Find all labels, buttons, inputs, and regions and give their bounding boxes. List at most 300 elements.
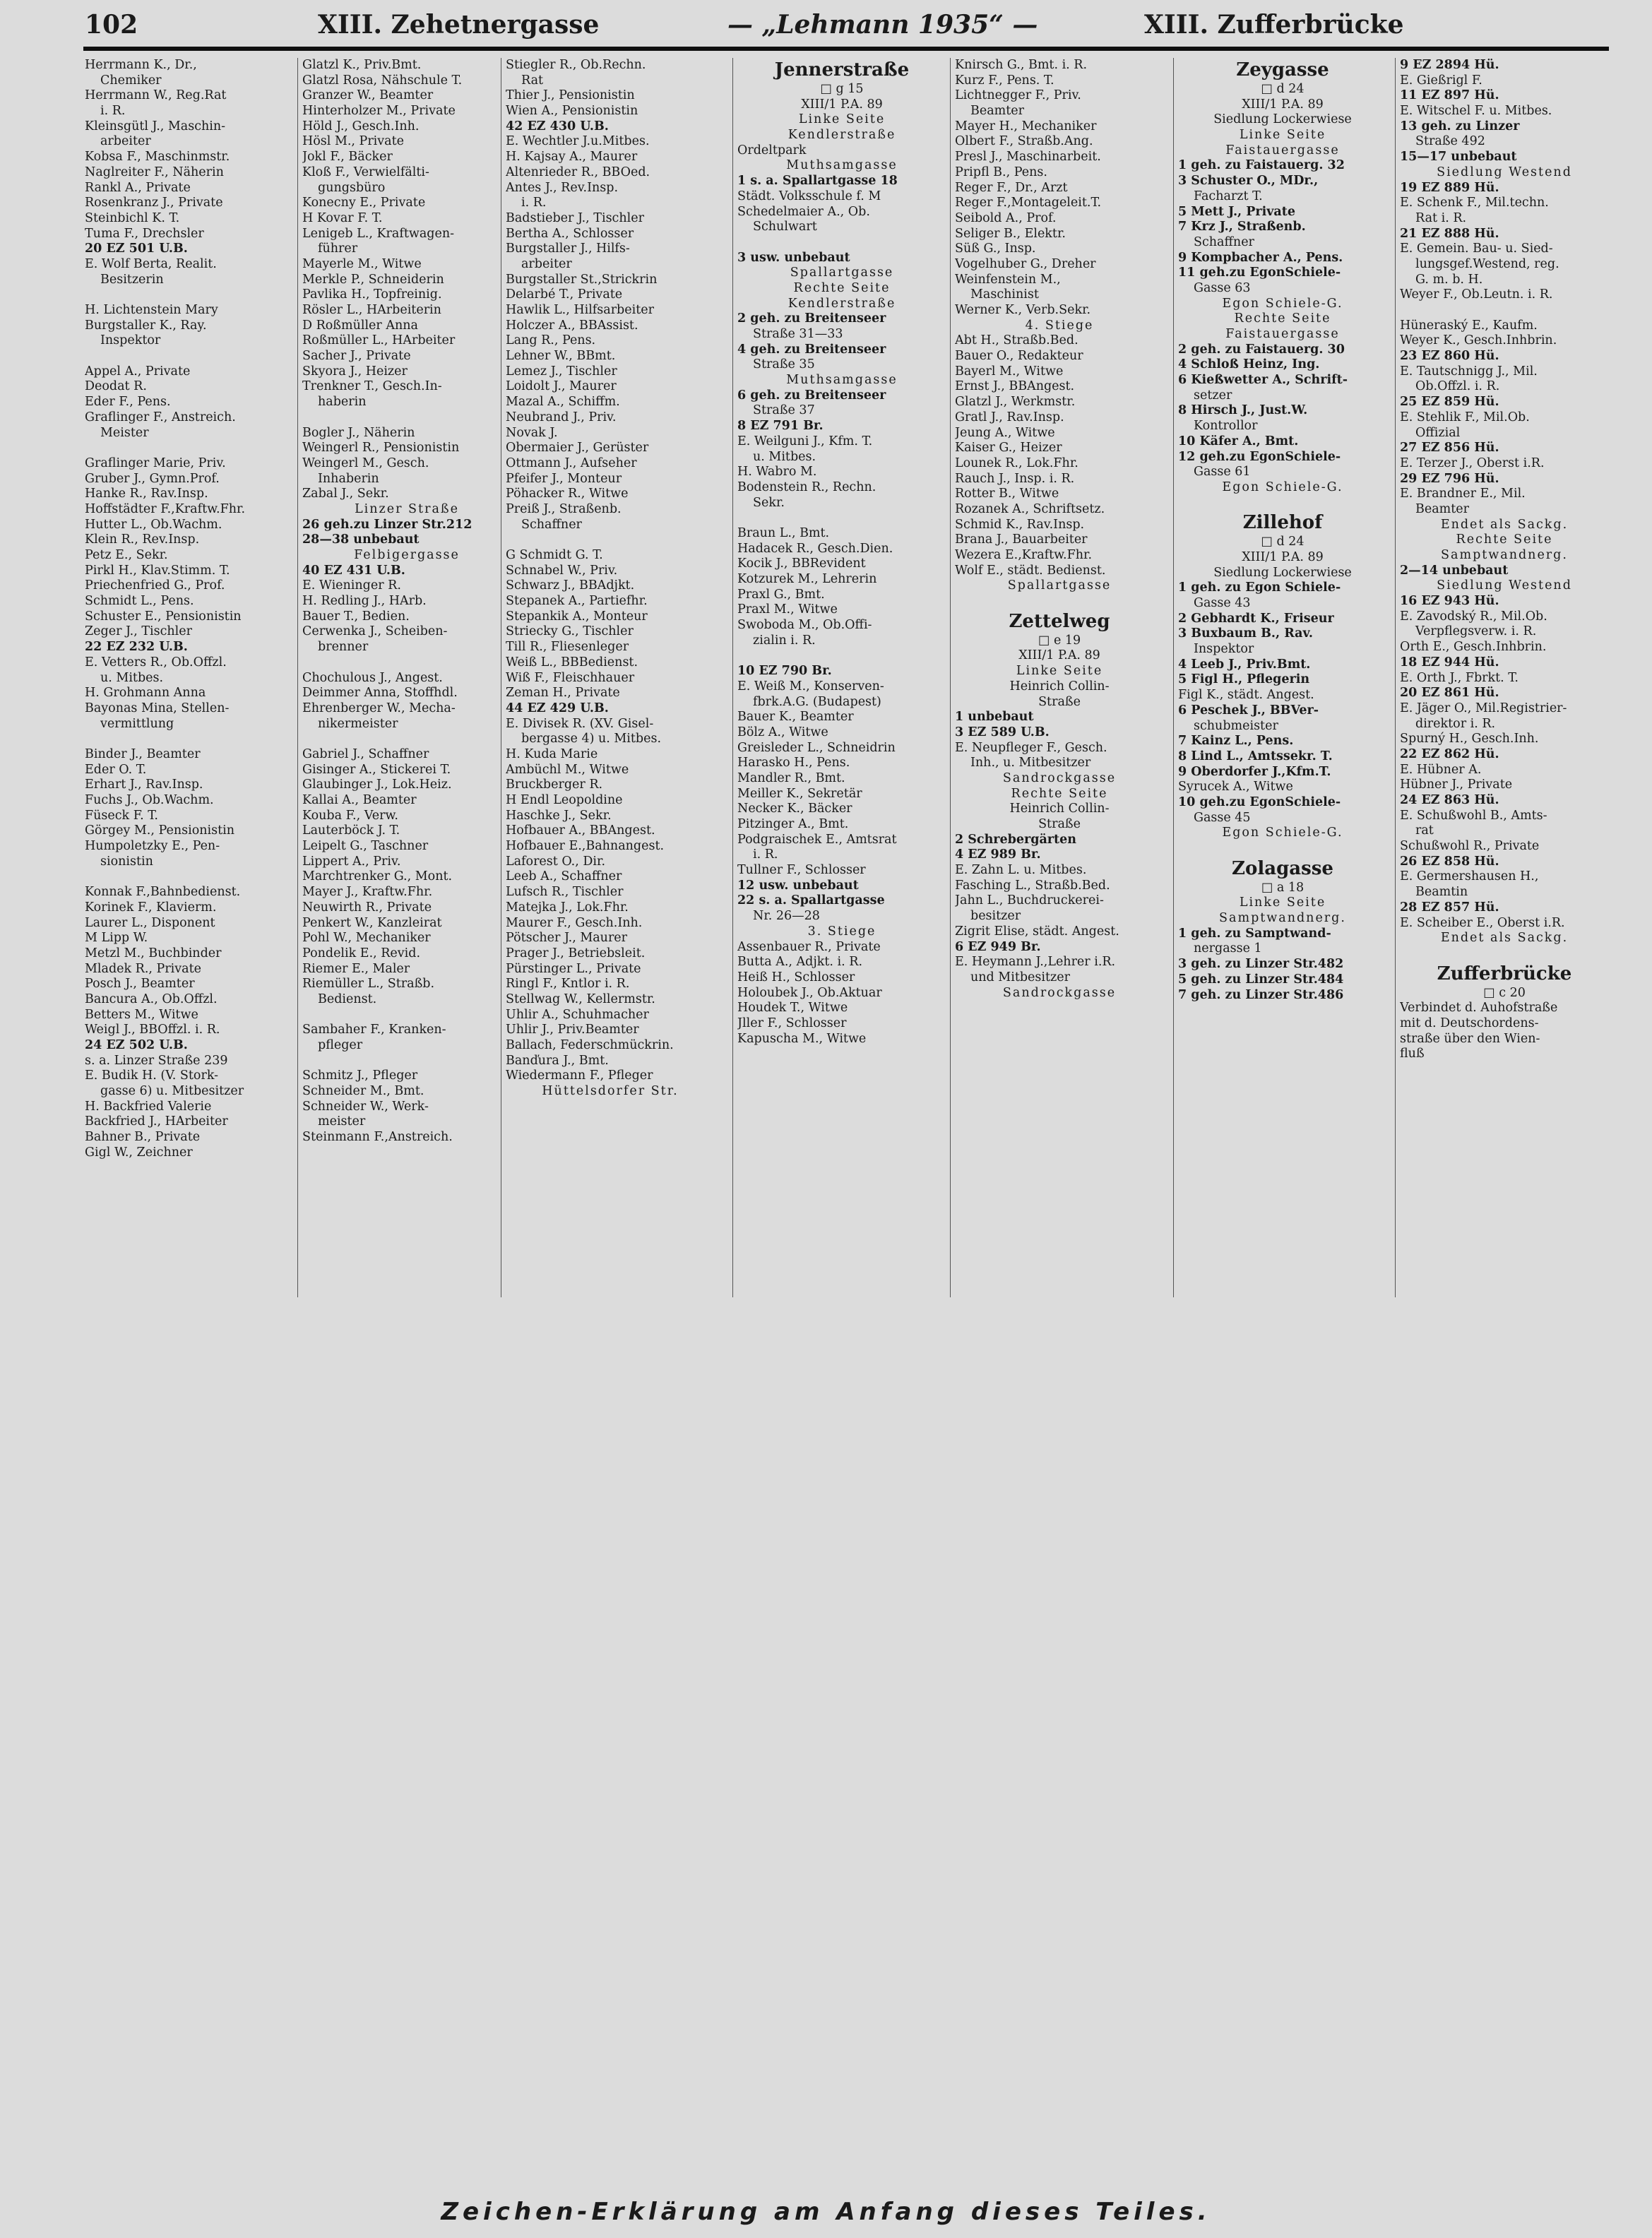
street-heading: Zufferbrücke: [1437, 963, 1572, 984]
directory-entry: E. Gemein. Bau- u. Sied-: [1400, 242, 1553, 256]
directory-entry: 1 s. a. Spallartgasse 18: [737, 174, 898, 189]
directory-entry: sionistin: [100, 854, 153, 869]
directory-entry: 6 Peschek J., BBVer-: [1178, 703, 1319, 718]
directory-entry: Weyer K., Gesch.Inhbrin.: [1400, 333, 1557, 348]
directory-entry: meister: [318, 1114, 366, 1129]
directory-entry: Schaffner: [521, 517, 582, 532]
directory-entry: [302, 732, 511, 747]
directory-entry: [85, 349, 294, 364]
cross-street-marker: Kendlerstraße: [788, 128, 896, 143]
directory-entry: Görgey M., Pensionistin: [85, 823, 234, 838]
directory-entry: i. R.: [100, 104, 126, 119]
directory-entry: arbeiter: [100, 134, 151, 149]
directory-entry: i. R.: [521, 196, 547, 210]
directory-entry: E. Schenk F., Mil.techn.: [1400, 196, 1549, 210]
directory-entry: Städt. Volksschule f. M: [737, 189, 881, 203]
directory-entry: Siedlung Lockerwiese: [1213, 112, 1352, 127]
directory-entry: 20 EZ 501 U.B.: [85, 242, 188, 256]
directory-entry: Pürstinger L., Private: [506, 961, 641, 976]
directory-entry: 5 Figl H., Pflegerin: [1178, 672, 1310, 687]
directory-entry: 27 EZ 856 Hü.: [1400, 441, 1499, 456]
directory-entry: Heinrich Collin-: [1009, 679, 1110, 694]
directory-entry: Schedelmaier A., Ob.: [737, 204, 870, 219]
directory-entry: schubmeister: [1194, 718, 1278, 733]
directory-entry: straße über den Wien-: [1400, 1031, 1540, 1046]
directory-entry: Ernst J., BBAngest.: [955, 379, 1075, 394]
directory-entry: Graflinger F., Anstreich.: [85, 410, 236, 424]
directory-entry: Badstieber J., Tischler: [506, 210, 644, 225]
directory-entry: [1400, 946, 1609, 962]
directory-entry: Pondelik E., Revid.: [302, 946, 421, 960]
directory-entry: Sekr.: [753, 495, 785, 510]
cross-street-marker: Linke Seite: [1239, 895, 1326, 910]
directory-entry: Pripfl B., Pens.: [955, 165, 1047, 179]
directory-entry: Burgstaller K., Ray.: [85, 318, 207, 333]
directory-entry: Rat: [521, 73, 544, 88]
directory-entry: H Kovar F. T.: [302, 210, 383, 225]
directory-entry: XIII/1 P.A. 89: [1018, 648, 1100, 663]
directory-entry: Rösler L., HArbeiterin: [302, 303, 441, 317]
directory-entry: [737, 511, 946, 526]
directory-entry: Podgraischek E., Amtsrat: [737, 832, 897, 847]
directory-entry: □ c 20: [1483, 985, 1526, 1000]
directory-entry: 6 geh. zu Breitenseer: [737, 388, 886, 403]
directory-entry: Laforest O., Dir.: [506, 854, 606, 869]
directory-entry: Skyora J., Heizer: [302, 364, 408, 379]
directory-entry: Metzl M., Buchbinder: [85, 946, 222, 960]
directory-entry: 6 EZ 949 Br.: [955, 939, 1041, 954]
street-heading: Zillehof: [1242, 512, 1323, 534]
cross-street-marker: Siedlung Westend: [1437, 578, 1572, 593]
directory-entry: Füseck F. T.: [85, 808, 158, 823]
cross-street-marker: 4. Stiege: [1025, 318, 1094, 333]
cross-street-marker: Rechte Seite: [1456, 532, 1553, 547]
directory-entry: Lufsch R., Tischler: [506, 885, 624, 900]
directory-entry: [302, 655, 511, 671]
cross-street-marker: Linke Seite: [798, 112, 886, 127]
directory-entry: arbeiter: [521, 256, 572, 271]
directory-entry: Schußwohl R., Private: [1400, 839, 1540, 854]
directory-entry: Schuster E., Pensionistin: [85, 609, 242, 624]
directory-entry: [302, 1008, 511, 1023]
directory-entry: Schmitz J., Pfleger: [302, 1069, 418, 1083]
directory-entry: Till R., Fliesenleger: [506, 640, 629, 655]
directory-entry: 23 EZ 860 Hü.: [1400, 349, 1499, 364]
directory-entry: Glatzl J., Werkmstr.: [955, 395, 1076, 410]
directory-entry: s. a. Linzer Straße 239: [85, 1053, 228, 1068]
directory-entry: Orth E., Gesch.Inhbrin.: [1400, 640, 1547, 655]
directory-entry: Leeb A., Schaffner: [506, 869, 622, 884]
directory-entry: fbrk.A.G. (Budapest): [753, 694, 881, 709]
cross-street-marker: Muthsamgasse: [786, 373, 898, 388]
directory-entry: Syrucek A., Witwe: [1178, 780, 1293, 794]
directory-entry: Besitzerin: [100, 272, 164, 287]
directory-entry: Gasse 61: [1194, 465, 1251, 480]
cross-street-marker: Sandrockgasse: [1002, 985, 1117, 1000]
directory-entry: Ottmann J., Aufseher: [506, 456, 637, 470]
directory-entry: 10 geh.zu EgonSchiele-: [1178, 794, 1341, 809]
directory-entry: 3 Schuster O., MDr.,: [1178, 174, 1319, 189]
directory-entry: H. Wabro M.: [737, 465, 817, 480]
directory-entry: Gasse 43: [1194, 596, 1251, 610]
directory-entry: brenner: [318, 640, 369, 655]
directory-entry: Fuchs J., Ob.Wachm.: [85, 793, 214, 807]
directory-entry: zialin i. R.: [753, 633, 816, 648]
directory-entry: Kurz F., Pens. T.: [955, 73, 1054, 88]
directory-entry: Hoffstädter F.,Kraftw.Fhr.: [85, 501, 246, 516]
directory-entry: H. Kuda Marie: [506, 746, 598, 761]
directory-entry: 8 Hirsch J., Just.W.: [1178, 403, 1308, 418]
directory-entry: Rosenkranz J., Private: [85, 196, 223, 210]
directory-entry: 2 geh. zu Faistauerg. 30: [1178, 342, 1345, 357]
directory-entry: Rozanek A., Schriftsetz.: [955, 501, 1105, 516]
directory-entry: Ehrenberger W., Mecha-: [302, 701, 456, 715]
header-left-street: XIII. Zehetnergasse: [318, 10, 600, 40]
street-heading: Zettelweg: [1009, 610, 1110, 632]
directory-entry: Burgstaller J., Hilfs-: [506, 242, 630, 256]
directory-entry: Facharzt T.: [1194, 189, 1263, 203]
directory-entry: 28 EZ 857 Hü.: [1400, 900, 1499, 915]
column-5: [955, 58, 1164, 1001]
directory-entry: Seliger B., Elektr.: [955, 226, 1066, 241]
directory-entry: 5 Mett J., Private: [1178, 204, 1295, 219]
directory-entry: Banďura J., Bmt.: [506, 1053, 609, 1068]
directory-entry: Reger F.,Montageleit.T.: [955, 196, 1102, 210]
directory-entry: 44 EZ 429 U.B.: [506, 701, 609, 715]
cross-street-marker: Linke Seite: [1016, 664, 1103, 679]
directory-entry: 42 EZ 430 U.B.: [506, 119, 609, 133]
directory-entry: 22 EZ 232 U.B.: [85, 640, 188, 655]
directory-entry: Zabal J., Sekr.: [302, 487, 389, 501]
directory-entry: nikermeister: [318, 716, 398, 731]
directory-entry: XIII/1 P.A. 89: [1242, 97, 1324, 112]
cross-street-marker: Hüttelsdorfer Str.: [542, 1084, 679, 1099]
directory-entry: Necker K., Bäcker: [737, 802, 852, 816]
directory-entry: Backfried J., HArbeiter: [85, 1114, 228, 1129]
directory-entry: Tullner F., Schlosser: [737, 863, 866, 878]
page-number: 102: [85, 10, 138, 40]
directory-entry: Mayer J., Kraftw.Fhr.: [302, 885, 433, 900]
directory-entry: Bauer T., Bedien.: [302, 609, 410, 624]
directory-entry: Straße 492: [1415, 134, 1485, 149]
directory-entry: Inspektor: [100, 333, 161, 348]
directory-entry: 1 geh. zu Samptwand-: [1178, 926, 1331, 941]
directory-entry: Ringl F., Kntlor i. R.: [506, 977, 630, 992]
directory-entry: Sambaher F., Kranken-: [302, 1023, 446, 1037]
directory-entry: Inh., u. Mitbesitzer: [970, 756, 1091, 770]
directory-entry: E. Neupfleger F., Gesch.: [955, 740, 1107, 755]
directory-entry: Brana J., Bauarbeiter: [955, 532, 1088, 547]
directory-entry: Trenkner T., Gesch.In-: [302, 379, 442, 394]
directory-entry: Haschke J., Sekr.: [506, 808, 612, 823]
directory-entry: Zigrit Elise, städt. Angest.: [955, 924, 1119, 939]
cross-street-marker: Rechte Seite: [793, 280, 891, 295]
directory-entry: [1178, 496, 1387, 511]
directory-entry: Stepanek A., Partiefhr.: [506, 594, 648, 609]
directory-entry: Sacher J., Private: [302, 349, 411, 364]
directory-entry: 22 s. a. Spallartgasse: [737, 893, 885, 908]
directory-entry: E. Weiß M., Konserven-: [737, 679, 884, 694]
directory-entry: Schmid K., Rav.Insp.: [955, 517, 1085, 532]
directory-entry: Steinbichl K. T.: [85, 210, 180, 225]
cross-street-marker: Rechte Seite: [1234, 311, 1331, 326]
directory-entry: Bedienst.: [318, 992, 377, 1006]
directory-entry: besitzer: [970, 909, 1021, 924]
directory-entry: 1 unbebaut: [955, 710, 1034, 725]
directory-entry: Assenbauer R., Private: [737, 939, 881, 954]
directory-entry: G. m. b. H.: [1415, 272, 1483, 287]
directory-entry: XIII/1 P.A. 89: [1242, 549, 1324, 564]
directory-entry: 22 EZ 862 Hü.: [1400, 746, 1499, 761]
directory-entry: Eder O. T.: [85, 762, 147, 777]
directory-entry: 9 Kompbacher A., Pens.: [1178, 250, 1343, 265]
directory-entry: Penkert W., Kanzleirat: [302, 915, 442, 930]
directory-entry: [85, 732, 294, 747]
directory-entry: Uhlir A., Schuhmacher: [506, 1007, 649, 1022]
directory-entry: Kleinsgütl J., Maschin-: [85, 119, 226, 133]
directory-entry: Bauer O., Redakteur: [955, 349, 1083, 364]
directory-entry: 25 EZ 859 Hü.: [1400, 395, 1499, 410]
directory-entry: Pfeifer J., Monteur: [506, 471, 622, 486]
directory-entry: Seibold A., Prof.: [955, 210, 1057, 225]
directory-entry: Klein R., Rev.Insp.: [85, 532, 200, 547]
cross-street-marker: Felbigergasse: [354, 548, 460, 562]
directory-entry: 11 EZ 897 Hü.: [1400, 88, 1499, 103]
directory-entry: Olbert F., Straßb.Ang.: [955, 134, 1093, 149]
directory-entry: 40 EZ 431 U.B.: [302, 563, 405, 578]
directory-entry: Marchtrenker G., Mont.: [302, 869, 453, 884]
directory-entry: Glatzl K., Priv.Bmt.: [302, 58, 422, 72]
directory-entry: Deodat R.: [85, 379, 147, 394]
directory-entry: Pohl W., Mechaniker: [302, 931, 431, 946]
directory-entry: Preiß J., Straßenb.: [506, 501, 622, 516]
directory-entry: E. Brandner E., Mil.: [1400, 487, 1526, 501]
directory-entry: Harasko H., Pens.: [737, 756, 850, 770]
directory-entry: Heiß H., Schlosser: [737, 970, 855, 984]
directory-entry: 1 geh. zu Egon Schiele-: [1178, 581, 1341, 595]
directory-entry: Weigl J., BBOffzl. i. R.: [85, 1023, 220, 1037]
directory-entry: Gisinger A., Stickerei T.: [302, 762, 451, 777]
directory-entry: 28—38 unbebaut: [302, 532, 420, 547]
directory-entry: [302, 410, 511, 426]
directory-entry: Laurer L., Disponent: [85, 915, 215, 930]
directory-entry: Maschinist: [970, 287, 1039, 302]
directory-entry: Stellwag W., Kellermstr.: [506, 992, 655, 1006]
street-heading: Jennerstraße: [774, 59, 910, 81]
directory-entry: □ g 15: [820, 82, 864, 96]
directory-entry: Pöhacker R., Witwe: [506, 487, 629, 501]
directory-entry: Konnak F.,Bahnbedienst.: [85, 885, 241, 900]
directory-entry: E. Witschel F. u. Mitbes.: [1400, 104, 1552, 119]
directory-entry: Ambüchl M., Witwe: [506, 762, 629, 777]
directory-entry: 20 EZ 861 Hü.: [1400, 686, 1499, 701]
directory-entry: mit d. Deutschordens-: [1400, 1016, 1539, 1030]
directory-entry: Altenrieder R., BBOed.: [506, 165, 650, 179]
directory-entry: Praxl G., Bmt.: [737, 587, 825, 602]
directory-entry: Weinfenstein M.,: [955, 272, 1061, 287]
directory-entry: [1178, 841, 1387, 857]
directory-entry: Korinek F., Klavierm.: [85, 900, 217, 915]
directory-entry: Reger F., Dr., Arzt: [955, 180, 1068, 195]
directory-entry: Knirsch G., Bmt. i. R.: [955, 58, 1088, 72]
directory-entry: Pitzinger A., Bmt.: [737, 817, 849, 831]
directory-entry: Granzer W., Beamter: [302, 88, 434, 103]
directory-entry: Presl J., Maschinarbeit.: [955, 150, 1101, 165]
directory-entry: 15—17 unbebaut: [1400, 150, 1517, 165]
directory-entry: Eder F., Pens.: [85, 395, 171, 410]
directory-entry: i. R.: [753, 847, 778, 862]
directory-entry: Pirkl H., Klav.Stimm. T.: [85, 563, 230, 578]
directory-entry: Süß G., Insp.: [955, 242, 1036, 256]
directory-entry: E. Wechtler J.u.Mitbes.: [506, 134, 650, 149]
directory-entry: E. Wieninger R.: [302, 578, 401, 593]
directory-entry: Figl K., städt. Angest.: [1178, 688, 1314, 703]
cross-street-marker: Samptwandnerg.: [1441, 548, 1568, 562]
cross-street-marker: Samptwandnerg.: [1219, 911, 1346, 926]
directory-entry: Hadacek R., Gesch.Dien.: [737, 541, 893, 556]
directory-entry: Hofbauer A., BBAngest.: [506, 823, 655, 838]
directory-entry: E. Heymann J.,Lehrer i.R.: [955, 955, 1116, 970]
column-divider: [1173, 58, 1174, 1297]
directory-entry: Hofbauer E.,Bahnangest.: [506, 839, 665, 854]
directory-entry: Bogler J., Näherin: [302, 425, 415, 440]
directory-entry: Kotzurek M., Lehrerin: [737, 572, 877, 586]
directory-entry: haberin: [318, 395, 367, 410]
directory-entry: E. Tautschnigg J., Mil.: [1400, 364, 1538, 379]
directory-entry: Bayonas Mina, Stellen-: [85, 701, 230, 715]
directory-entry: Nr. 26—28: [753, 909, 820, 924]
cross-street-marker: Egon Schiele-G.: [1222, 826, 1343, 840]
directory-entry: H. Kajsay A., Maurer: [506, 150, 638, 165]
directory-entry: 18 EZ 944 Hü.: [1400, 655, 1499, 669]
directory-entry: Hösl M., Private: [302, 134, 404, 149]
cross-street-marker: Spallartgasse: [790, 266, 894, 280]
directory-entry: Schaffner: [1194, 234, 1254, 249]
directory-entry: Rankl A., Private: [85, 180, 191, 195]
directory-entry: 12 usw. unbebaut: [737, 878, 859, 893]
directory-entry: Novak J.: [506, 425, 558, 440]
cross-street-marker: Sandrockgasse: [1002, 770, 1117, 785]
directory-entry: gasse 6) u. Mitbesitzer: [100, 1084, 244, 1099]
directory-entry: Wolf E., städt. Bedienst.: [955, 563, 1106, 578]
directory-entry: Praxl M., Witwe: [737, 602, 838, 617]
directory-entry: Butta A., Adjkt. i. R.: [737, 955, 863, 970]
directory-entry: 3 EZ 589 U.B.: [955, 725, 1050, 739]
directory-entry: Hübner J., Private: [1400, 778, 1513, 792]
directory-entry: Schmidt L., Pens.: [85, 594, 194, 609]
directory-entry: und Mitbesitzer: [970, 970, 1070, 984]
directory-entry: Mayer H., Mechaniker: [955, 119, 1097, 133]
directory-entry: Kallai A., Beamter: [302, 793, 417, 807]
directory-entry: H. Redling J., HArb.: [302, 594, 427, 609]
directory-entry: Straße: [1038, 694, 1081, 709]
directory-entry: [1400, 303, 1609, 319]
directory-entry: Inspektor: [1194, 642, 1254, 657]
directory-entry: Ob.Offzl. i. R.: [1415, 379, 1500, 394]
directory-entry: Swoboda M., Ob.Offi-: [737, 618, 872, 633]
directory-entry: nergasse 1: [1194, 941, 1262, 956]
directory-entry: Zeman H., Private: [506, 686, 620, 701]
directory-entry: 21 EZ 888 Hü.: [1400, 226, 1499, 241]
directory-entry: 2 Schrebergärten: [955, 832, 1076, 847]
page-header: [85, 6, 1610, 49]
directory-entry: lungsgef.Westend, reg.: [1415, 256, 1559, 271]
directory-entry: Wiß F., Fleischhauer: [506, 670, 635, 685]
directory-entry: □ a 18: [1261, 880, 1305, 895]
directory-entry: Gruber J., Gymn.Prof.: [85, 471, 220, 486]
directory-entry: 8 Lind L., Amtssekr. T.: [1178, 749, 1333, 763]
directory-entry: Petz E., Sekr.: [85, 548, 168, 562]
directory-entry: H Endl Leopoldine: [506, 793, 623, 807]
directory-entry: Braun L., Bmt.: [737, 525, 830, 540]
directory-entry: Maurer F., Gesch.Inh.: [506, 915, 643, 930]
directory-entry: 12 geh.zu EgonSchiele-: [1178, 449, 1341, 464]
directory-entry: Greisleder L., Schneidrin: [737, 740, 896, 755]
directory-entry: Burgstaller St.,Strickrin: [506, 272, 658, 287]
cross-street-marker: Faistauergasse: [1225, 327, 1340, 341]
directory-entry: 5 geh. zu Linzer Str.484: [1178, 972, 1344, 987]
directory-entry: □ e 19: [1038, 633, 1081, 648]
directory-entry: Kaiser G., Heizer: [955, 441, 1062, 456]
column-3: [506, 58, 715, 1100]
directory-entry: Weiß L., BBBedienst.: [506, 655, 638, 669]
column-divider: [1395, 58, 1396, 1297]
column-1: [85, 58, 294, 1161]
directory-entry: Antes J., Rev.Insp.: [506, 180, 619, 195]
directory-entry: 13 geh. zu Linzer: [1400, 119, 1520, 133]
directory-entry: rat: [1415, 823, 1434, 838]
header-center-title: — „Lehmann 1935“ —: [727, 10, 1038, 40]
directory-entry: Kouba F., Verw.: [302, 808, 398, 823]
directory-entry: Schulwart: [753, 220, 817, 234]
directory-entry: 2 geh. zu Breitenseer: [737, 311, 886, 326]
directory-entry: Gratl J., Rav.Insp.: [955, 410, 1064, 424]
directory-entry: Bayerl M., Witwe: [955, 364, 1064, 379]
directory-entry: 26 EZ 858 Hü.: [1400, 854, 1499, 869]
directory-entry: führer: [318, 242, 358, 256]
directory-entry: H. Lichtenstein Mary: [85, 303, 218, 317]
directory-entry: 7 Krz J., Straßenb.: [1178, 220, 1306, 234]
street-heading: Zolagasse: [1232, 857, 1333, 879]
directory-entry: G Schmidt G. T.: [506, 548, 603, 562]
directory-entry: [85, 869, 294, 885]
directory-entry: E. Terzer J., Oberst i.R.: [1400, 456, 1545, 470]
directory-entry: Thier J., Pensionistin: [506, 88, 635, 103]
directory-entry: Delarbé T., Private: [506, 287, 623, 302]
directory-entry: E. Vetters R., Ob.Offzl.: [85, 655, 227, 669]
directory-entry: Hüneraský E., Kaufm.: [1400, 318, 1538, 333]
directory-entry: E. Weilguni J., Kfm. T.: [737, 434, 873, 448]
directory-entry: Schneider M., Bmt.: [302, 1084, 424, 1099]
directory-entry: Jokl F., Bäcker: [302, 150, 393, 165]
header-rule: [83, 47, 1609, 51]
directory-entry: Humpoletzky E., Pen-: [85, 839, 220, 854]
cross-street-marker: Egon Schiele-G.: [1222, 480, 1343, 494]
directory-entry: Verpflegsverw. i. R.: [1415, 624, 1537, 639]
directory-entry: 16 EZ 943 Hü.: [1400, 594, 1499, 609]
directory-entry: direktor i. R.: [1415, 716, 1496, 731]
cross-street-marker: 3. Stiege: [807, 924, 876, 939]
directory-entry: XIII/1 P.A. 89: [801, 97, 883, 112]
directory-entry: Bauer K., Beamter: [737, 710, 854, 725]
directory-entry: Kobsa F., Maschinmstr.: [85, 150, 230, 165]
directory-entry: Heinrich Collin-: [1009, 802, 1110, 816]
directory-entry: E. Germershausen H.,: [1400, 869, 1539, 884]
directory-entry: Chochulous J., Angest.: [302, 670, 443, 685]
directory-entry: Wezera E.,Kraftw.Fhr.: [955, 548, 1093, 562]
directory-entry: Chemiker: [100, 73, 162, 88]
directory-entry: Mayerle M., Witwe: [302, 256, 422, 271]
